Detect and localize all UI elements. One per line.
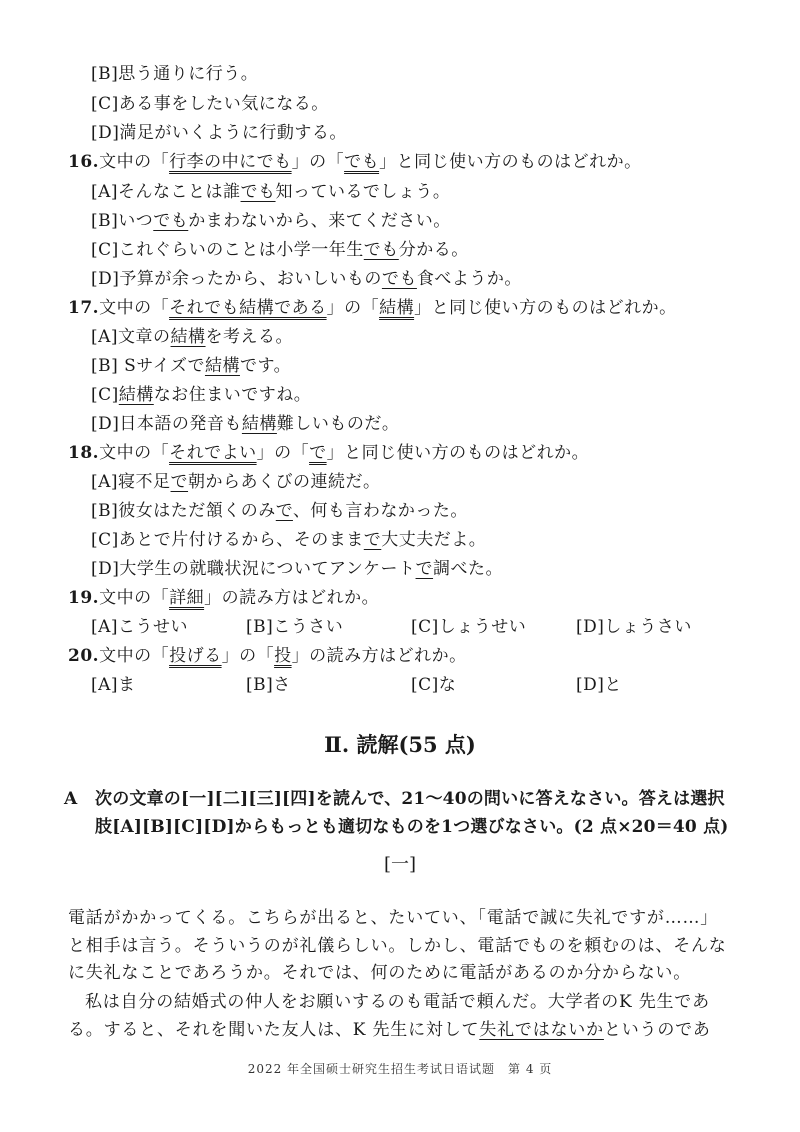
passage-line: 電話がかかってくる。こちらが出ると、たいてい、「電話で誠に失礼ですが……」 — [68, 908, 719, 928]
stem-text: 」の「 — [221, 646, 275, 666]
q20-option-c: [C]な — [411, 675, 457, 695]
target-word: でも — [344, 152, 380, 172]
q19-option-b: [B]こうさい — [246, 617, 344, 637]
q20-option-d: [D]と — [576, 675, 622, 695]
q16-stem — [68, 150, 642, 174]
q15-option-d: [D]満足がいくように行動する。 — [91, 123, 347, 143]
q19-option-d: [D]しょうさい — [576, 617, 692, 637]
q17-option-c: [C]結構なお住まいですね。 — [91, 385, 312, 405]
question-number: 16. — [68, 152, 100, 172]
stem-text: 文中の「 — [99, 443, 170, 463]
q16-option-a: [A]そんなことは誰でも知っているでしょう。 — [91, 182, 451, 202]
target-phrase: 行李の中にでも — [169, 152, 292, 172]
q17-stem — [68, 296, 677, 320]
q20-option-a: [A]ま — [91, 675, 136, 695]
stem-text: 文中の「 — [99, 646, 170, 666]
q18-option-d: [D]大学生の就職状況についてアンケートで調べた。 — [91, 559, 504, 579]
q20-option-b: [B]さ — [246, 675, 291, 695]
passage-heading: [一] — [383, 854, 417, 875]
q19-stem — [68, 586, 379, 610]
stem-text: 」の「 — [256, 443, 310, 463]
passage-line: 私は自分の結婚式の仲人をお願いするのも電話で頼んだ。大学者のK 先生であ — [85, 992, 710, 1012]
stem-text: 文中の「 — [99, 588, 170, 608]
passage-line: る。すると、それを聞いた友人は、K 先生に対して失礼ではないかというのであ — [68, 1020, 711, 1040]
question-number: 20. — [68, 646, 100, 666]
stem-text: 」の読み方はどれか。 — [291, 646, 467, 666]
stem-text: 」の読み方はどれか。 — [204, 588, 380, 608]
target-word: 詳細 — [169, 588, 205, 608]
passage-line: に失礼なことであろうか。それでは、何のために電話があるのか分からない。 — [68, 963, 691, 983]
target-word: 投 — [274, 646, 292, 666]
q15-option-b: [B]思う通りに行う。 — [91, 64, 259, 84]
q18-option-c: [C]あとで片付けるから、そのままで大丈夫だよ。 — [91, 530, 487, 550]
q15-option-c: [C]ある事をしたい気になる。 — [91, 94, 329, 114]
q19-option-a: [A]こうせい — [91, 617, 189, 637]
question-number: 17. — [68, 298, 100, 318]
q17-option-b: [B] Sサイズで結構です。 — [91, 356, 292, 376]
q17-option-d: [D]日本語の発音も結構難しいものだ。 — [91, 414, 400, 434]
q18-stem — [68, 441, 589, 465]
target-phrase: それでも結構である — [169, 298, 327, 318]
stem-text: 」と同じ使い方のものはどれか。 — [414, 298, 677, 318]
instruction-line-1: 次の文章の[一][二][三][四]を読んで、21～40の問いに答えなさい。答えは選択 — [95, 789, 725, 809]
q16-option-b: [B]いつでもかまわないから、来てください。 — [91, 211, 451, 231]
page-footer: 2022 年全国硕士研究生招生考试日语试题 第 4 页 — [247, 1062, 553, 1076]
instruction-label: A — [64, 789, 78, 809]
passage-line: と相手は言う。そういうのが礼儀らしい。しかし、電話でものを頼むのは、そんな — [68, 936, 727, 956]
q16-option-d: [D]予算が余ったから、おいしいものでも食べようか。 — [91, 269, 522, 289]
instruction-line-2: 肢[A][B][C][D]からもっとも適切なものを1つ選びなさい。(2 点×20＝40 点) — [95, 817, 729, 837]
q18-option-a: [A]寝不足で朝からあくびの連続だ。 — [91, 472, 381, 492]
target-word: で — [309, 443, 327, 463]
stem-text: 文中の「 — [99, 152, 170, 172]
stem-text: 文中の「 — [99, 298, 170, 318]
stem-text: 」と同じ使い方のものはどれか。 — [326, 443, 590, 463]
underlined-phrase: 失礼ではないか — [479, 1020, 604, 1040]
q20-stem — [68, 644, 467, 668]
stem-text: 」の「 — [291, 152, 345, 172]
question-number: 19. — [68, 588, 100, 608]
stem-text: 」と同じ使い方のものはどれか。 — [379, 152, 642, 172]
section-title: Ⅱ. 読解(55 点) — [324, 732, 476, 757]
target-phrase: それでよい — [169, 443, 257, 463]
q18-option-b: [B]彼女はただ頷くのみで、何も言わなかった。 — [91, 501, 468, 521]
q17-option-a: [A]文章の結構を考える。 — [91, 327, 294, 347]
target-word: 結構 — [379, 298, 415, 318]
q16-option-c: [C]これぐらいのことは小学一年生でも分かる。 — [91, 240, 469, 260]
question-number: 18. — [68, 443, 100, 463]
stem-text: 」の「 — [326, 298, 380, 318]
q19-option-c: [C]しょうせい — [411, 617, 527, 637]
target-phrase: 投げる — [169, 646, 222, 666]
